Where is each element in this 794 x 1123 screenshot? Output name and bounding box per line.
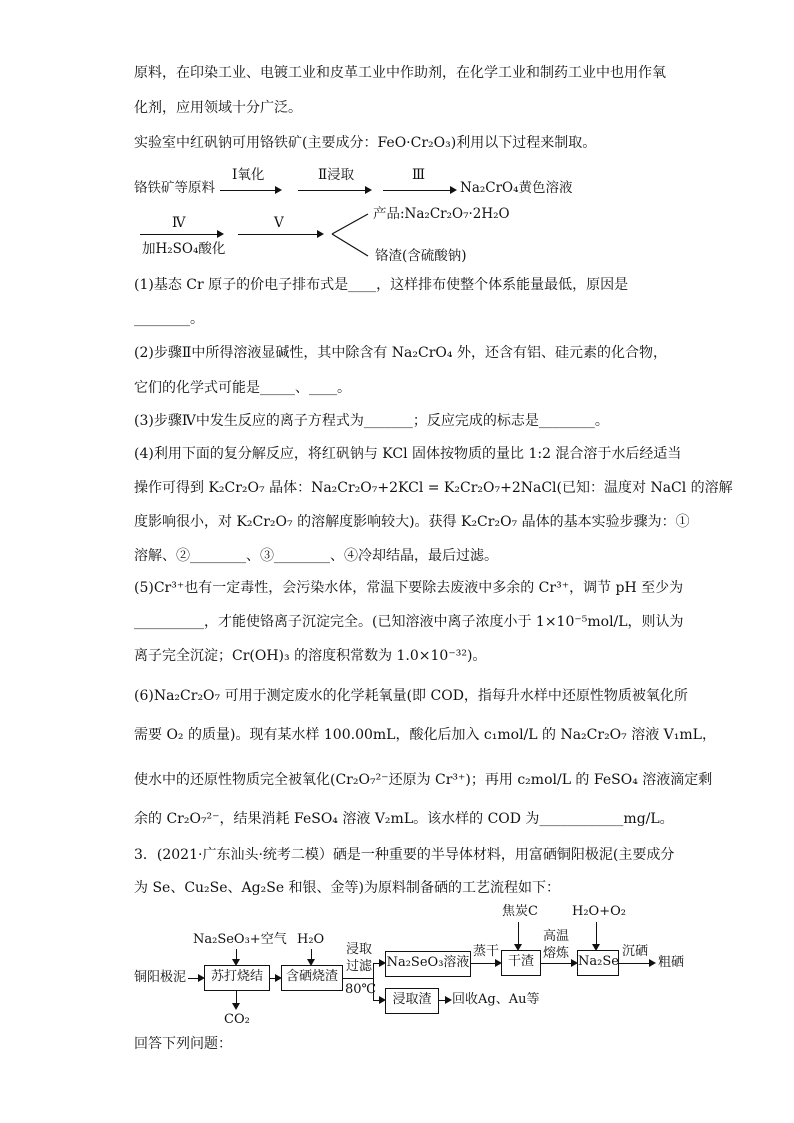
branch-vertical-line bbox=[373, 963, 374, 1000]
question-5-cont: __________，才能使铬离子沉淀完全。(已知溶液中离子浓度小于 1×10⁻⁵mol/L，则认为 bbox=[134, 614, 684, 630]
question-2-cont: 它们的化学式可能是_____、____。 bbox=[134, 380, 351, 396]
leach-label: 浸取 bbox=[346, 942, 373, 957]
step-oxidation-label: Ⅰ氧化 bbox=[232, 167, 265, 183]
question-2: (2)步骤Ⅱ中所得溶液显碱性，其中除含有 Na₂CrO₄ 外，还含有铝、硅元素的化合物， bbox=[134, 345, 667, 361]
flow-arrow bbox=[438, 1000, 450, 1001]
input-coke-label: 焦炭C bbox=[502, 904, 538, 919]
box-dry-residue: 干渣 bbox=[501, 950, 541, 976]
paragraph-line: 化剂，应用领域十分广泛。 bbox=[134, 100, 302, 116]
question-5-cont: 离子完全沉淀；Cr(OH)₃ 的溶度积常数为 1.0×10⁻³²)。 bbox=[134, 648, 487, 664]
step-five-label: Ⅴ bbox=[274, 215, 284, 231]
question-1: (1)基态 Cr 原子的价电子排布式是____，这样排布使整个体系能量最低，原因是 bbox=[134, 277, 629, 293]
flow-arrow bbox=[618, 963, 654, 964]
product-label: 产品:Na₂Cr₂O₇·2H₂O bbox=[373, 206, 510, 222]
flow-line bbox=[342, 978, 373, 979]
question-6-cont: 余的 Cr₂O₇²⁻，结果消耗 FeSO₄ 溶液 V₂mL。该水样的 COD 为____________mg/L。 bbox=[134, 811, 674, 827]
flow-arrow bbox=[373, 1000, 384, 1001]
temperature-label: 80℃ bbox=[345, 982, 377, 997]
flow-arrow bbox=[540, 963, 576, 964]
flow2-start-label: 铜阳极泥 bbox=[134, 970, 187, 985]
problem-3-title: 3．(2021·广东汕头·统考二模）硒是一种重要的半导体材料，用富硒铜阳极泥(主要成分 bbox=[134, 847, 675, 863]
question-4-cont: 度影响很小，对 K₂Cr₂O₇ 的溶解度影响较大)。获得 K₂Cr₂O₇ 晶体的基本实验步骤为：① bbox=[134, 514, 690, 530]
residue-label: 铬渣(含硫酸钠) bbox=[375, 248, 467, 264]
box-na2seo3-solution: Na₂SeO₃溶液 bbox=[385, 951, 471, 977]
input-h2o-label: H₂O bbox=[297, 932, 325, 947]
step-four-label: Ⅳ bbox=[172, 215, 186, 231]
question-6-cont: 需要 O₂ 的质量)。现有某水样 100.00mL，酸化后加入 c₁mol/L 的 Na₂Cr₂O₇ 溶液 V₁mL， bbox=[134, 727, 716, 743]
flow-arrow-down bbox=[596, 922, 597, 949]
flow-arrow bbox=[383, 190, 455, 191]
flow-arrow bbox=[220, 190, 280, 191]
input-na2seo3-label: Na₂SeO₃+空气 bbox=[193, 932, 287, 947]
paragraph-line: 实验室中红矾钠可用铬铁矿(主要成分：FeO·Cr₂O₃)利用以下过程来制取。 bbox=[134, 135, 597, 151]
branch-lines bbox=[330, 210, 370, 260]
input-h2o-o2-label: H₂O+O₂ bbox=[572, 904, 626, 919]
evaporate-label: 蒸干 bbox=[473, 944, 500, 959]
question-4-cont: 溶解、②________、③________、④冷却结晶，最后过滤。 bbox=[134, 548, 498, 564]
smelt-label: 熔炼 bbox=[543, 946, 570, 961]
paragraph-line: 原料，在印染工业、电镀工业和皮革工业中作助剂，在化学工业和制药工业中也用作氧 bbox=[134, 65, 666, 81]
precipitate-label: 沉硒 bbox=[622, 944, 649, 959]
question-3: (3)步骤Ⅳ中发生反应的离子方程式为_______；反应完成的标志是________。 bbox=[134, 413, 609, 429]
question-6-cont: 使水中的还原性物质完全被氧化(Cr₂O₇²⁻还原为 Cr³⁺)；再用 c₂mol/L 的 FeSO₄ 溶液滴定剩 bbox=[134, 772, 713, 788]
crude-se-label: 粗硒 bbox=[658, 955, 685, 970]
box-leach-residue: 浸取渣 bbox=[385, 988, 439, 1014]
acidify-label: 加H₂SO₄酸化 bbox=[142, 241, 226, 257]
recover-label: 回收Ag、Au等 bbox=[452, 992, 540, 1007]
box-se-slag: 含硒烧渣 bbox=[281, 965, 343, 991]
question-5: (5)Cr³⁺也有一定毒性，会污染水体，常温下要除去废液中多余的 Cr³⁺，调节 pH 至少为 bbox=[134, 580, 684, 596]
flow-arrow bbox=[140, 234, 222, 235]
flow-arrow bbox=[238, 234, 322, 235]
answer-prompt: 回答下列问题： bbox=[134, 1036, 232, 1052]
question-6: (6)Na₂Cr₂O₇ 可用于测定废水的化学耗氧量(即 COD，指每升水样中还原性物质被氧化所 bbox=[134, 688, 688, 704]
flow-arrow bbox=[188, 978, 203, 979]
flow-arrow bbox=[269, 978, 280, 979]
flow-start-label: 铬铁矿等原料 bbox=[134, 180, 215, 196]
flow-arrow-down bbox=[311, 949, 312, 964]
flow-arrow-down bbox=[236, 990, 237, 1008]
high-temp-label: 高温 bbox=[543, 929, 570, 944]
filter-label: 过滤 bbox=[346, 959, 373, 974]
question-1-cont: ________。 bbox=[134, 311, 204, 327]
question-4-cont: 操作可得到 K₂Cr₂O₇ 晶体：Na₂Cr₂O₇+2KCl = K₂Cr₂O₇+2NaCl(已知：温度对 NaCl 的溶解 bbox=[134, 480, 733, 496]
flow-arrow-down bbox=[518, 922, 519, 949]
result-solution-label: Na₂CrO₄黄色溶液 bbox=[460, 180, 573, 196]
step-leach-label: Ⅱ浸取 bbox=[318, 167, 355, 183]
flow-arrow-down bbox=[236, 949, 237, 964]
flow-arrow bbox=[470, 963, 500, 964]
flow-arrow bbox=[373, 963, 384, 964]
step-three-label: Ⅲ bbox=[412, 167, 426, 183]
question-4: (4)利用下面的复分解反应，将红矾钠与 KCl 固体按物质的量比 1:2 混合溶于水后经适当 bbox=[134, 446, 682, 462]
output-co2-label: CO₂ bbox=[224, 1012, 250, 1027]
box-na2se: Na₂Se bbox=[577, 950, 619, 976]
flow-arrow bbox=[298, 190, 370, 191]
box-soda-sinter: 苏打烧结 bbox=[204, 965, 270, 991]
problem-3-title-cont: 为 Se、Cu₂Se、Ag₂Se 和银、金等)为原料制备硒的工艺流程如下： bbox=[134, 880, 561, 896]
